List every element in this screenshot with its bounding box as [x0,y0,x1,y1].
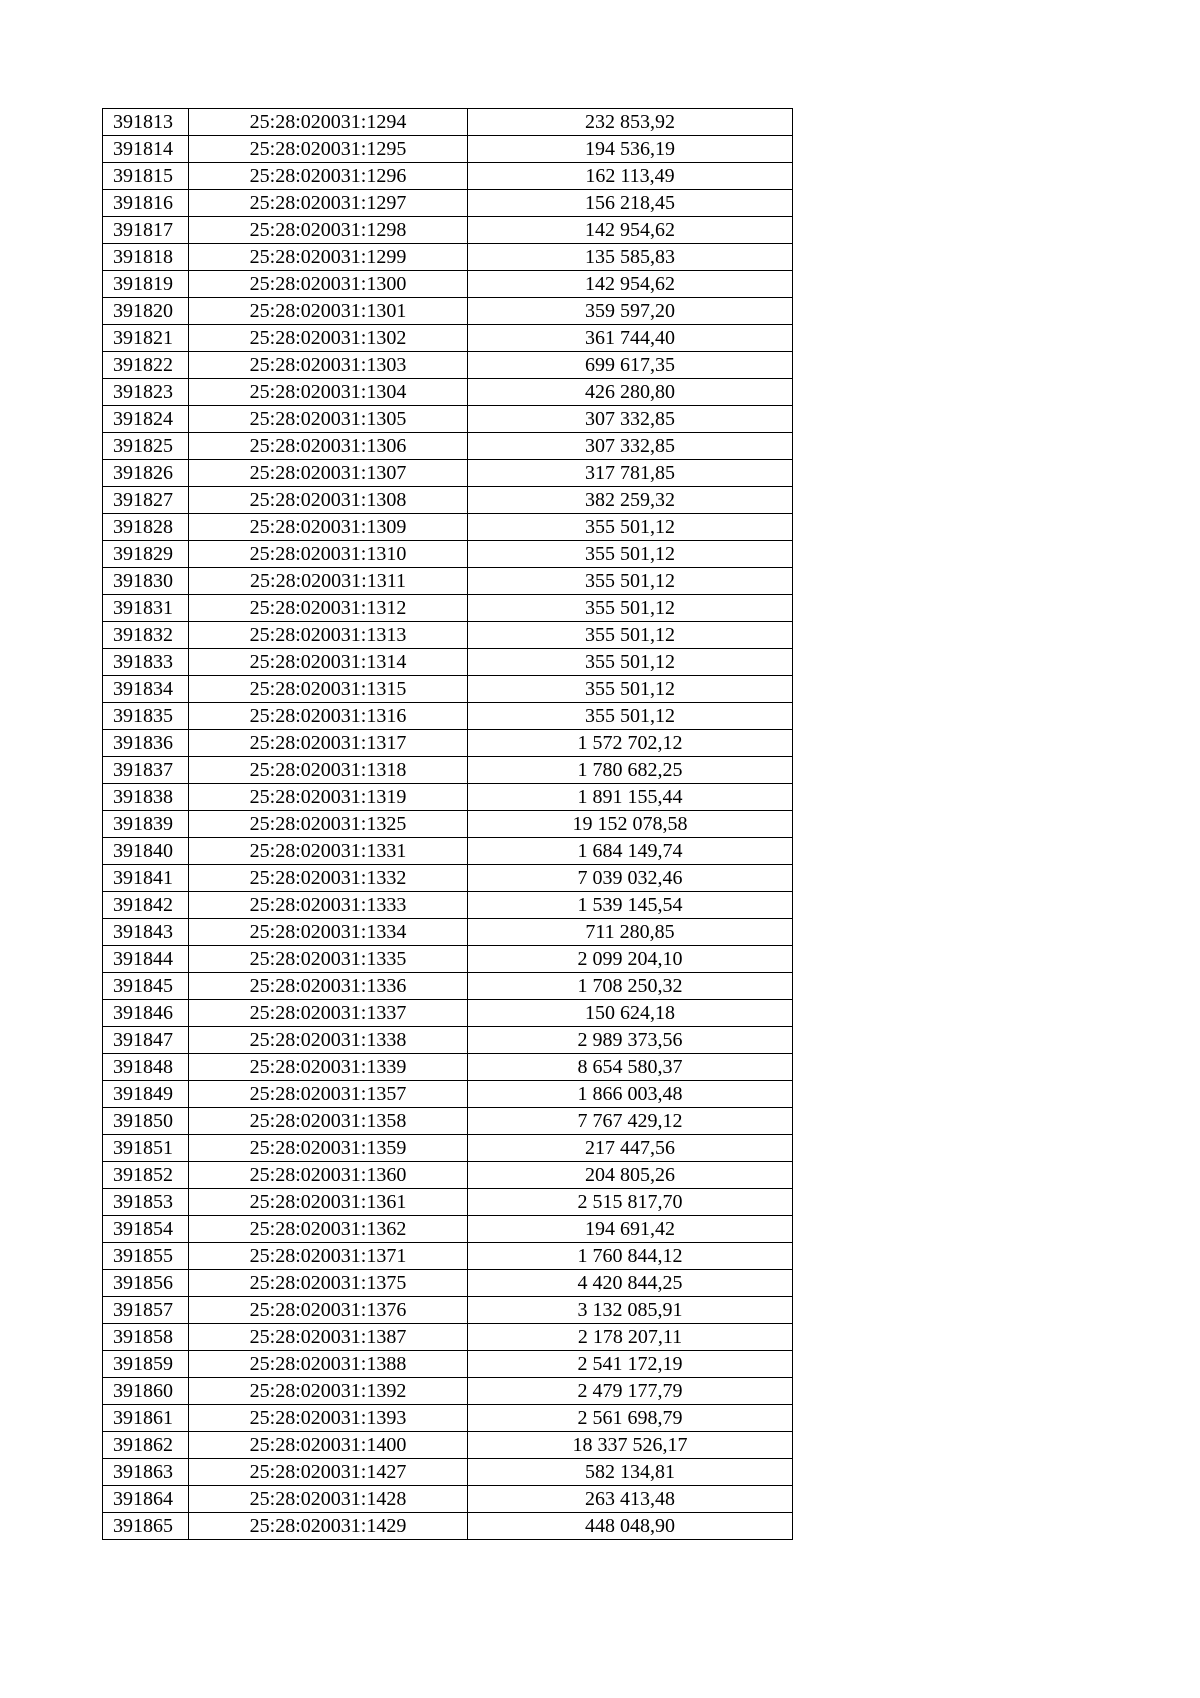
row-number-cell: 391860 [103,1378,189,1405]
cadastral-value-cell: 355 501,12 [468,676,793,703]
cadastral-value-cell: 317 781,85 [468,460,793,487]
row-number-cell: 391831 [103,595,189,622]
cadastral-value-cell: 19 152 078,58 [468,811,793,838]
cadastral-value-cell: 2 099 204,10 [468,946,793,973]
row-number-cell: 391823 [103,379,189,406]
cadastral-value-cell: 162 113,49 [468,163,793,190]
cadastral-value-cell: 426 280,80 [468,379,793,406]
table-row [103,163,793,190]
cadastral-value-cell: 1 760 844,12 [468,1243,793,1270]
cadastral-number-cell: 25:28:020031:1306 [189,433,468,460]
cadastral-value-cell: 150 624,18 [468,1000,793,1027]
row-number-cell: 391846 [103,1000,189,1027]
table-row [103,217,793,244]
cadastral-value-cell: 7 039 032,46 [468,865,793,892]
cadastral-number-cell: 25:28:020031:1376 [189,1297,468,1324]
row-number-cell: 391857 [103,1297,189,1324]
table-row [103,811,793,838]
cadastral-number-cell: 25:28:020031:1299 [189,244,468,271]
row-number-cell: 391820 [103,298,189,325]
cadastral-value-table [102,108,793,1540]
row-number-cell: 391856 [103,1270,189,1297]
cadastral-number-cell: 25:28:020031:1338 [189,1027,468,1054]
cadastral-value-cell: 2 178 207,11 [468,1324,793,1351]
cadastral-number-cell: 25:28:020031:1302 [189,325,468,352]
cadastral-number-cell: 25:28:020031:1297 [189,190,468,217]
cadastral-number-cell: 25:28:020031:1331 [189,838,468,865]
cadastral-number-cell: 25:28:020031:1314 [189,649,468,676]
row-number-cell: 391829 [103,541,189,568]
row-number-cell: 391850 [103,1108,189,1135]
table-row [103,757,793,784]
cadastral-value-cell: 1 684 149,74 [468,838,793,865]
cadastral-value-cell: 3 132 085,91 [468,1297,793,1324]
cadastral-number-cell: 25:28:020031:1429 [189,1513,468,1540]
row-number-cell: 391839 [103,811,189,838]
table-row [103,1351,793,1378]
row-number-cell: 391838 [103,784,189,811]
row-number-cell: 391832 [103,622,189,649]
cadastral-value-cell: 2 479 177,79 [468,1378,793,1405]
row-number-cell: 391833 [103,649,189,676]
cadastral-number-cell: 25:28:020031:1428 [189,1486,468,1513]
cadastral-number-cell: 25:28:020031:1359 [189,1135,468,1162]
table-row [103,1108,793,1135]
table-row [103,352,793,379]
cadastral-number-cell: 25:28:020031:1400 [189,1432,468,1459]
cadastral-number-cell: 25:28:020031:1310 [189,541,468,568]
table-row [103,487,793,514]
cadastral-number-cell: 25:28:020031:1294 [189,109,468,136]
row-number-cell: 391848 [103,1054,189,1081]
cadastral-value-cell: 355 501,12 [468,649,793,676]
cadastral-value-cell: 361 744,40 [468,325,793,352]
cadastral-value-cell: 307 332,85 [468,406,793,433]
row-number-cell: 391855 [103,1243,189,1270]
cadastral-number-cell: 25:28:020031:1307 [189,460,468,487]
row-number-cell: 391844 [103,946,189,973]
cadastral-number-cell: 25:28:020031:1300 [189,271,468,298]
row-number-cell: 391861 [103,1405,189,1432]
cadastral-number-cell: 25:28:020031:1308 [189,487,468,514]
table-row [103,1135,793,1162]
table-row [103,325,793,352]
cadastral-number-cell: 25:28:020031:1303 [189,352,468,379]
row-number-cell: 391841 [103,865,189,892]
cadastral-value-cell: 156 218,45 [468,190,793,217]
cadastral-number-cell: 25:28:020031:1337 [189,1000,468,1027]
table-row [103,136,793,163]
cadastral-number-cell: 25:28:020031:1358 [189,1108,468,1135]
row-number-cell: 391818 [103,244,189,271]
table-row [103,784,793,811]
cadastral-value-cell: 448 048,90 [468,1513,793,1540]
cadastral-number-cell: 25:28:020031:1305 [189,406,468,433]
cadastral-value-cell: 355 501,12 [468,541,793,568]
row-number-cell: 391840 [103,838,189,865]
cadastral-number-cell: 25:28:020031:1392 [189,1378,468,1405]
cadastral-value-cell: 382 259,32 [468,487,793,514]
cadastral-value-cell: 1 572 702,12 [468,730,793,757]
table-row [103,1324,793,1351]
row-number-cell: 391863 [103,1459,189,1486]
table-row [103,1000,793,1027]
row-number-cell: 391828 [103,514,189,541]
table-row [103,703,793,730]
table-row [103,541,793,568]
cadastral-value-cell: 699 617,35 [468,352,793,379]
row-number-cell: 391830 [103,568,189,595]
table-row [103,1054,793,1081]
cadastral-value-cell: 232 853,92 [468,109,793,136]
table-row [103,1513,793,1540]
cadastral-value-cell: 194 536,19 [468,136,793,163]
cadastral-number-cell: 25:28:020031:1427 [189,1459,468,1486]
table-row [103,433,793,460]
row-number-cell: 391834 [103,676,189,703]
cadastral-value-cell: 142 954,62 [468,217,793,244]
cadastral-value-cell: 711 280,85 [468,919,793,946]
cadastral-value-cell: 359 597,20 [468,298,793,325]
cadastral-number-cell: 25:28:020031:1318 [189,757,468,784]
table-row [103,973,793,1000]
cadastral-value-cell: 217 447,56 [468,1135,793,1162]
table-row [103,1081,793,1108]
cadastral-value-cell: 263 413,48 [468,1486,793,1513]
row-number-cell: 391815 [103,163,189,190]
row-number-cell: 391842 [103,892,189,919]
table-row [103,1378,793,1405]
row-number-cell: 391824 [103,406,189,433]
cadastral-value-cell: 355 501,12 [468,514,793,541]
cadastral-number-cell: 25:28:020031:1362 [189,1216,468,1243]
table-row [103,271,793,298]
cadastral-number-cell: 25:28:020031:1311 [189,568,468,595]
table-row [103,649,793,676]
table-row [103,730,793,757]
row-number-cell: 391837 [103,757,189,784]
cadastral-value-cell: 2 989 373,56 [468,1027,793,1054]
cadastral-value-cell: 355 501,12 [468,568,793,595]
row-number-cell: 391858 [103,1324,189,1351]
row-number-cell: 391854 [103,1216,189,1243]
table-row [103,1405,793,1432]
cadastral-value-cell: 2 561 698,79 [468,1405,793,1432]
row-number-cell: 391836 [103,730,189,757]
row-number-cell: 391835 [103,703,189,730]
cadastral-number-cell: 25:28:020031:1301 [189,298,468,325]
table-row [103,568,793,595]
cadastral-number-cell: 25:28:020031:1332 [189,865,468,892]
table-row [103,1216,793,1243]
cadastral-number-cell: 25:28:020031:1361 [189,1189,468,1216]
cadastral-number-cell: 25:28:020031:1312 [189,595,468,622]
cadastral-value-cell: 355 501,12 [468,703,793,730]
cadastral-value-cell: 355 501,12 [468,622,793,649]
row-number-cell: 391859 [103,1351,189,1378]
cadastral-value-cell: 4 420 844,25 [468,1270,793,1297]
table-row [103,514,793,541]
cadastral-value-cell: 2 515 817,70 [468,1189,793,1216]
cadastral-number-cell: 25:28:020031:1313 [189,622,468,649]
cadastral-number-cell: 25:28:020031:1296 [189,163,468,190]
table-row [103,1486,793,1513]
cadastral-value-cell: 8 654 580,37 [468,1054,793,1081]
row-number-cell: 391849 [103,1081,189,1108]
cadastral-value-cell: 1 539 145,54 [468,892,793,919]
row-number-cell: 391852 [103,1162,189,1189]
cadastral-number-cell: 25:28:020031:1295 [189,136,468,163]
table-row [103,1189,793,1216]
cadastral-number-cell: 25:28:020031:1298 [189,217,468,244]
row-number-cell: 391864 [103,1486,189,1513]
table-row [103,595,793,622]
row-number-cell: 391822 [103,352,189,379]
cadastral-number-cell: 25:28:020031:1393 [189,1405,468,1432]
table-row [103,622,793,649]
cadastral-value-cell: 7 767 429,12 [468,1108,793,1135]
row-number-cell: 391819 [103,271,189,298]
cadastral-number-cell: 25:28:020031:1304 [189,379,468,406]
row-number-cell: 391821 [103,325,189,352]
table-row [103,406,793,433]
cadastral-number-cell: 25:28:020031:1387 [189,1324,468,1351]
cadastral-value-cell: 1 866 003,48 [468,1081,793,1108]
row-number-cell: 391826 [103,460,189,487]
cadastral-value-cell: 355 501,12 [468,595,793,622]
cadastral-value-cell: 307 332,85 [468,433,793,460]
table-row [103,1162,793,1189]
row-number-cell: 391816 [103,190,189,217]
table-row [103,838,793,865]
table-row [103,1459,793,1486]
table-row [103,298,793,325]
cadastral-number-cell: 25:28:020031:1333 [189,892,468,919]
cadastral-number-cell: 25:28:020031:1388 [189,1351,468,1378]
cadastral-value-cell: 1 891 155,44 [468,784,793,811]
cadastral-number-cell: 25:28:020031:1309 [189,514,468,541]
table-row [103,919,793,946]
cadastral-value-cell: 142 954,62 [468,271,793,298]
cadastral-value-cell: 1 708 250,32 [468,973,793,1000]
cadastral-number-cell: 25:28:020031:1315 [189,676,468,703]
cadastral-value-cell: 135 585,83 [468,244,793,271]
table-row [103,892,793,919]
table-row [103,1297,793,1324]
row-number-cell: 391845 [103,973,189,1000]
row-number-cell: 391853 [103,1189,189,1216]
table-row [103,1432,793,1459]
cadastral-value-cell: 2 541 172,19 [468,1351,793,1378]
cadastral-number-cell: 25:28:020031:1316 [189,703,468,730]
cadastral-value-cell: 18 337 526,17 [468,1432,793,1459]
table-row [103,676,793,703]
row-number-cell: 391865 [103,1513,189,1540]
cadastral-number-cell: 25:28:020031:1339 [189,1054,468,1081]
row-number-cell: 391851 [103,1135,189,1162]
cadastral-value-cell: 582 134,81 [468,1459,793,1486]
table-row [103,1243,793,1270]
row-number-cell: 391817 [103,217,189,244]
table-row [103,109,793,136]
cadastral-number-cell: 25:28:020031:1357 [189,1081,468,1108]
cadastral-number-cell: 25:28:020031:1325 [189,811,468,838]
table-body [103,109,793,1540]
row-number-cell: 391825 [103,433,189,460]
table-row [103,244,793,271]
table-row [103,379,793,406]
table-row [103,1270,793,1297]
cadastral-value-cell: 204 805,26 [468,1162,793,1189]
row-number-cell: 391843 [103,919,189,946]
row-number-cell: 391827 [103,487,189,514]
cadastral-number-cell: 25:28:020031:1334 [189,919,468,946]
cadastral-value-cell: 194 691,42 [468,1216,793,1243]
table-row [103,865,793,892]
cadastral-number-cell: 25:28:020031:1319 [189,784,468,811]
table-row [103,460,793,487]
row-number-cell: 391847 [103,1027,189,1054]
row-number-cell: 391862 [103,1432,189,1459]
cadastral-value-cell: 1 780 682,25 [468,757,793,784]
cadastral-number-cell: 25:28:020031:1335 [189,946,468,973]
table-row [103,1027,793,1054]
table-row [103,190,793,217]
cadastral-number-cell: 25:28:020031:1371 [189,1243,468,1270]
row-number-cell: 391813 [103,109,189,136]
cadastral-number-cell: 25:28:020031:1360 [189,1162,468,1189]
cadastral-number-cell: 25:28:020031:1317 [189,730,468,757]
cadastral-number-cell: 25:28:020031:1375 [189,1270,468,1297]
table-row [103,946,793,973]
row-number-cell: 391814 [103,136,189,163]
cadastral-number-cell: 25:28:020031:1336 [189,973,468,1000]
